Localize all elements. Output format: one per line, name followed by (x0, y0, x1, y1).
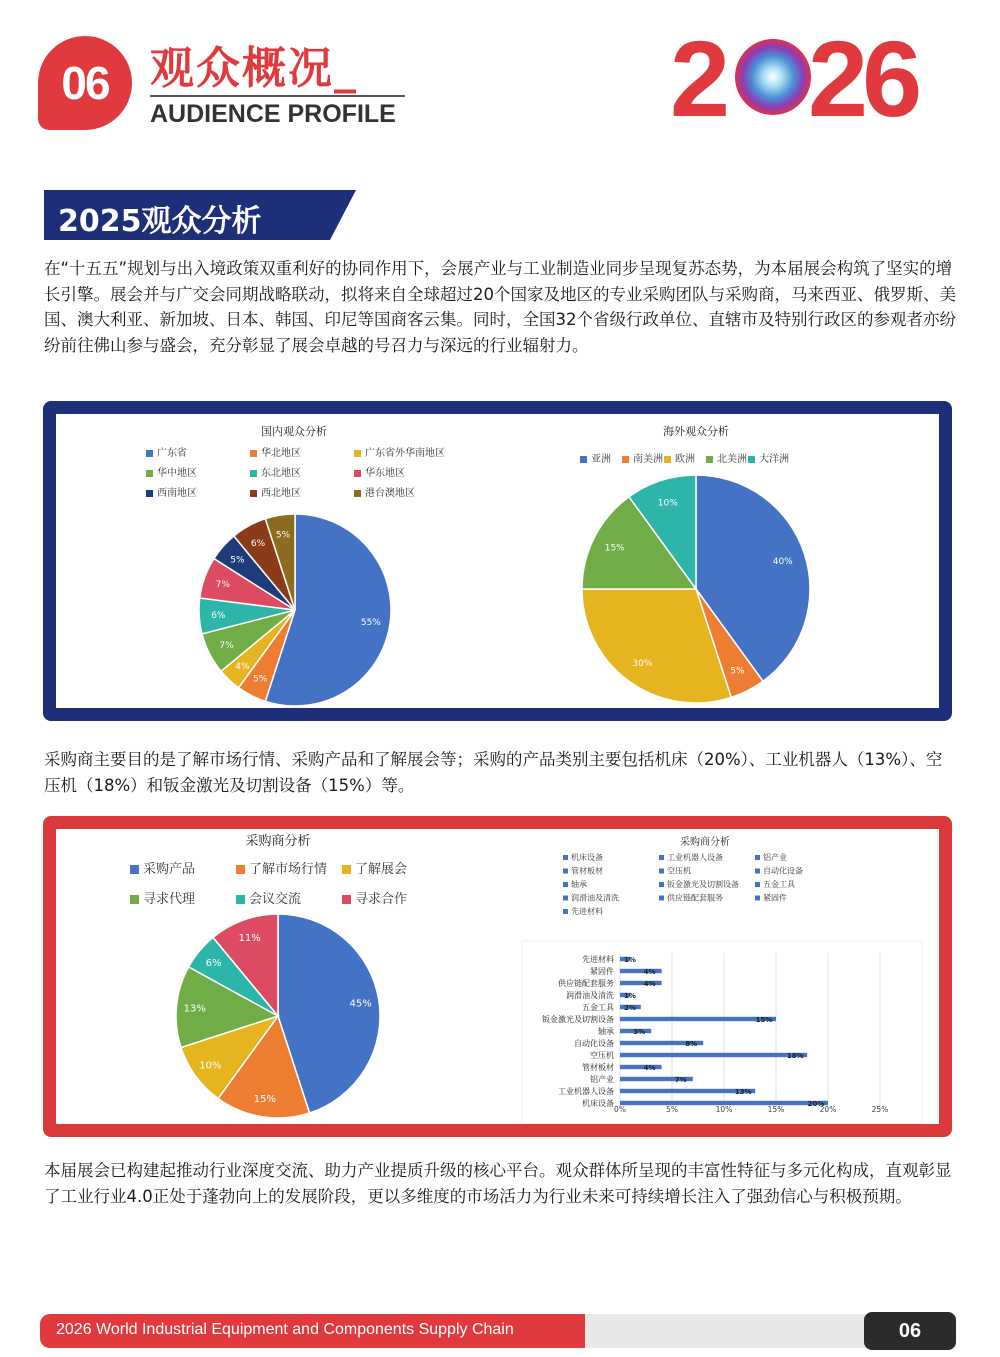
title-divider (150, 95, 405, 97)
intro-paragraph: 在“十五五”规划与出入境政策双重利好的协同作用下，会展产业与工业制造业同步呈现复苏态势，为本届展会构筑了坚实的增长引擎。展会并与广交会同期战略联动，拟将来自全球超过20个国家及地区的专业采购团队与采购商，马来西亚、俄罗斯、美国、澳大利亚、新加坡、日本、韩国、印尼等国商客云集。同时，全国32个省级行政单位、直辖市及特别行政区的参观者亦纷纷前往佛山参与盛会，充分彰显了展会卓越的号召力与深远的行业辐射力。 (44, 259, 956, 355)
legend-label-会议交流: 会议交流 (249, 892, 302, 907)
bar-data-label: 20% (807, 1100, 825, 1108)
pie-data-label: 6% (205, 958, 222, 970)
legend-label-了解展会: 了解展会 (355, 862, 408, 877)
bar-legend-label-紧固件: 紧固件 (763, 893, 787, 903)
page-title: 观众概况_ (150, 43, 358, 94)
legend-swatch (755, 896, 760, 901)
legend-swatch (354, 490, 361, 497)
bar-legend-label-轴承: 轴承 (571, 880, 587, 889)
legend-label-采购产品: 采购产品 (143, 862, 196, 877)
svg-text:2: 2 (670, 22, 725, 122)
legend-swatch (563, 869, 568, 874)
bar-空压机 (620, 1053, 807, 1057)
bar-legend-label-供应链配套服务: 供应链配套服务 (667, 893, 723, 903)
bar-data-label: 4% (643, 1064, 656, 1072)
domestic-chart-title: 国内观众分析 (261, 425, 327, 438)
pie-data-label: 10% (657, 498, 678, 509)
bar-legend-label-五金工具: 五金工具 (763, 880, 795, 889)
footer-gray-strip (575, 1314, 865, 1348)
pie-data-label: 4% (235, 662, 250, 673)
pie-data-label: 6% (250, 538, 266, 549)
audience-charts-frame (43, 401, 952, 721)
legend-swatch (563, 882, 568, 887)
bar-data-label: 1% (624, 992, 636, 1000)
legend-label-南美洲: 南美洲 (633, 454, 663, 465)
buyer-pie-title: 采购商分析 (245, 834, 311, 849)
pie-data-label: 5% (275, 530, 291, 541)
pie-data-label: 15% (604, 543, 625, 554)
bar-category-label-轴承: 轴承 (598, 1027, 614, 1036)
legend-label-西北地区: 西北地区 (261, 488, 301, 499)
legend-swatch (755, 869, 760, 874)
bar-legend-label-管材板材: 管材板材 (571, 866, 603, 876)
pie-data-label: 7% (219, 641, 234, 652)
legend-swatch (342, 895, 351, 904)
bar-legend-label-润滑油及清洗: 润滑油及清洗 (571, 893, 619, 903)
bar-data-label: 7% (674, 1076, 687, 1084)
legend-swatch (659, 882, 664, 887)
pie-data-label: 30% (632, 658, 653, 669)
legend-swatch (146, 490, 153, 497)
section-banner (44, 190, 356, 240)
bar-category-label-钣金激光及切割设备: 钣金激光及切割设备 (542, 1015, 614, 1024)
pie-data-label: 7% (215, 580, 230, 591)
bar-legend-label-工业机器人设备: 工业机器人设备 (667, 853, 723, 862)
legend-swatch (622, 456, 629, 463)
page-number: 06 (864, 1312, 956, 1350)
legend-swatch (236, 865, 245, 874)
legend-swatch (563, 909, 568, 914)
bar-xtick-label: 15% (767, 1105, 785, 1114)
section-title: 2025观众分析 (58, 204, 262, 239)
legend-label-华东地区: 华东地区 (365, 468, 405, 479)
legend-swatch (755, 855, 760, 860)
pie-data-label: 11% (238, 932, 261, 944)
bar-xtick-label: 25% (871, 1105, 889, 1114)
legend-swatch (563, 855, 568, 860)
bar-category-label-紧固件: 紧固件 (590, 967, 614, 976)
bar-data-label: 4% (643, 968, 656, 976)
logo-2026 (670, 22, 940, 122)
legend-swatch (250, 490, 257, 497)
bar-plot-frame (522, 941, 922, 1124)
legend-swatch (664, 456, 671, 463)
pie-data-label: 15% (253, 1094, 277, 1106)
bar-data-label: 1% (624, 956, 636, 964)
legend-swatch (146, 470, 153, 477)
bar-legend-label-机床设备: 机床设备 (571, 853, 603, 862)
pie-data-label: 10% (199, 1060, 222, 1072)
legend-swatch (755, 882, 760, 887)
bar-category-label-空压机: 空压机 (590, 1051, 614, 1060)
legend-label-了解市场行情: 了解市场行情 (249, 862, 328, 877)
legend-swatch (659, 855, 664, 860)
pie-data-label: 13% (183, 1003, 206, 1015)
bar-data-label: 15% (755, 1016, 773, 1024)
bar-category-label-铝产业: 铝产业 (590, 1075, 614, 1084)
legend-swatch (580, 456, 587, 463)
legend-label-港台澳地区: 港台澳地区 (365, 488, 415, 499)
bar-legend-label-钣金激光及切割设备: 钣金激光及切割设备 (667, 880, 739, 889)
bar-xtick-label: 0% (614, 1105, 626, 1114)
legend-label-亚洲: 亚洲 (591, 454, 611, 465)
bar-data-label: 3% (633, 1028, 646, 1036)
legend-label-广东省外华南地区: 广东省外华南地区 (365, 448, 445, 459)
bar-data-label: 13% (734, 1088, 752, 1096)
bar-category-label-五金工具: 五金工具 (582, 1003, 614, 1012)
buyer-charts-panel (56, 829, 939, 1124)
bar-xtick-label: 20% (819, 1105, 837, 1114)
legend-swatch (659, 896, 664, 901)
buyer-charts-frame (43, 816, 952, 1137)
legend-swatch (706, 456, 713, 463)
legend-label-华中地区: 华中地区 (157, 468, 197, 479)
pie-data-label: 5% (252, 674, 268, 685)
bar-category-label-先进材料: 先进材料 (582, 955, 614, 964)
bar-category-label-机床设备: 机床设备 (582, 1099, 614, 1108)
bar-category-label-自动化设备: 自动化设备 (574, 1039, 614, 1048)
legend-swatch (250, 450, 257, 457)
pie-data-label: 45% (349, 998, 372, 1010)
legend-label-华北地区: 华北地区 (261, 448, 301, 459)
legend-swatch (563, 896, 568, 901)
pie-data-label: 6% (211, 610, 226, 621)
pie-data-label: 5% (230, 555, 245, 566)
legend-swatch (748, 456, 755, 463)
section-number: 06 (61, 57, 109, 109)
bar-category-label-管材板材: 管材板材 (582, 1063, 614, 1072)
legend-label-寻求代理: 寻求代理 (143, 892, 196, 907)
legend-swatch (354, 470, 361, 477)
bar-legend-label-空压机: 空压机 (667, 866, 691, 876)
bar-data-label: 4% (643, 980, 656, 988)
bar-legend-label-铝产业: 铝产业 (763, 853, 787, 862)
bar-category-label-润滑油及清洗: 润滑油及清洗 (566, 991, 614, 1000)
legend-label-广东省: 广东省 (157, 448, 187, 459)
legend-swatch (130, 865, 139, 874)
buyer-paragraph: 采购商主要目的是了解市场行情、采购产品和了解展会等；采购的产品类别主要包括机床（20%）、工业机器人（13%）、空压机（18%）和钣金激光及切割设备（15%）等。 (44, 750, 943, 795)
bar-category-label-工业机器人设备: 工业机器人设备 (558, 1087, 614, 1096)
legend-swatch (146, 450, 153, 457)
bar-xtick-label: 5% (666, 1105, 678, 1114)
page-subtitle: AUDIENCE PROFILE (150, 100, 396, 128)
legend-label-寻求合作: 寻求合作 (355, 892, 408, 907)
legend-swatch (236, 895, 245, 904)
bar-data-label: 18% (786, 1052, 804, 1060)
legend-swatch (250, 470, 257, 477)
bar-category-label-供应链配套服务: 供应链配套服务 (558, 979, 614, 988)
buyer-charts-svg (56, 829, 939, 1124)
bar-data-label: 2% (624, 1004, 636, 1012)
pie-data-label: 5% (730, 666, 745, 677)
bar-钣金激光及切割设备 (620, 1017, 776, 1021)
audience-charts-svg (56, 414, 939, 708)
legend-label-东北地区: 东北地区 (261, 468, 301, 479)
footer-text: 2026 World Industrial Equipment and Components Supply Chain (56, 1321, 514, 1338)
overseas-chart-title: 海外观众分析 (663, 425, 729, 438)
closing-paragraph: 本届展会已构建起推动行业深度交流、助力产业提质升级的核心平台。观众群体所呈现的丰富性特征与多元化构成，直观彰显了工业行业4.0正处于蓬勃向上的发展阶段，更以多维度的市场活力为行业未来可持续增长注入了强劲信心与积极预期。 (44, 1161, 952, 1206)
bar-机床设备 (620, 1101, 828, 1105)
pie-data-label: 40% (772, 556, 793, 567)
legend-swatch (342, 865, 351, 874)
legend-label-北美洲: 北美洲 (717, 454, 747, 465)
bar-xtick-label: 10% (715, 1105, 733, 1114)
pie-data-label: 55% (360, 618, 381, 629)
audience-charts-panel (56, 414, 939, 708)
section-number-badge (38, 36, 132, 130)
legend-swatch (659, 869, 664, 874)
bar-legend-label-先进材料: 先进材料 (571, 907, 603, 916)
legend-label-欧洲: 欧洲 (675, 454, 695, 465)
legend-label-西南地区: 西南地区 (157, 488, 197, 499)
bar-legend-label-自动化设备: 自动化设备 (763, 866, 803, 876)
svg-text:26: 26 (808, 22, 917, 122)
buyer-bar-title: 采购商分析 (680, 837, 730, 848)
legend-swatch (354, 450, 361, 457)
legend-swatch (130, 895, 139, 904)
bar-data-label: 8% (685, 1040, 698, 1048)
legend-label-大洋洲: 大洋洲 (759, 454, 789, 465)
